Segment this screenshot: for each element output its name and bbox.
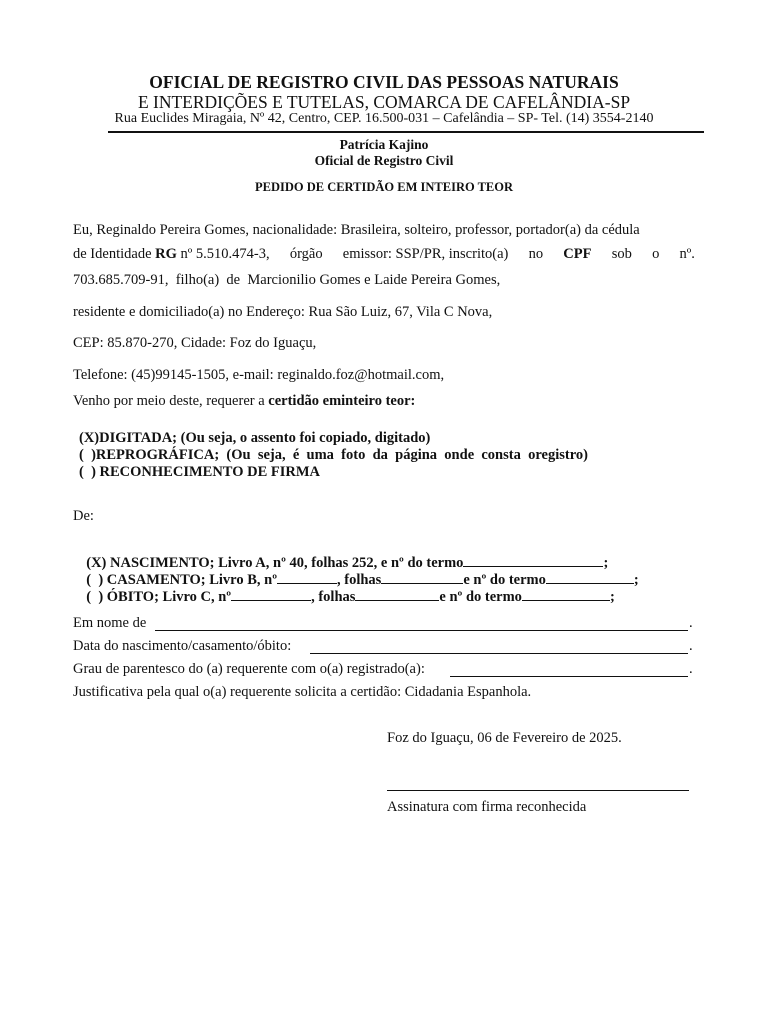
record-obito-number-blank	[231, 587, 311, 601]
record-obito-term: e nº do termo	[439, 589, 522, 605]
date-field-dot: .	[689, 638, 693, 654]
record-obito	[79, 570, 615, 606]
date-field-label: Data do nascimento/casamento/óbito:	[73, 638, 292, 654]
kinship-field-line[interactable]	[450, 661, 688, 677]
body-line-3: 703.685.709-91, filho(a) de Marcionilio Gomes e Laide Pereira Gomes,	[73, 272, 501, 288]
record-casamento-folhas: , folhas	[337, 572, 382, 588]
phone-line: Telefone: (45)99145-1505, e-mail: reginaldo.foz@hotmail.com,	[73, 367, 445, 383]
signature-line	[387, 790, 689, 791]
request-line	[73, 393, 415, 410]
name-field-label: Em nome de	[73, 615, 147, 631]
cpf-label: CPF	[563, 246, 592, 262]
name-field-dot: .	[689, 615, 693, 631]
body-line-1	[73, 222, 640, 239]
signature-label: Assinatura com firma reconhecida	[387, 799, 587, 815]
kinship-field-dot: .	[689, 661, 693, 677]
record-obito-end: ;	[609, 589, 615, 605]
option-digitada: (X)DIGITADA; (Ou seja, o assento foi copiado, digitado)	[79, 430, 431, 446]
record-obito-folhas-blank	[355, 587, 439, 601]
record-casamento-end: ;	[633, 572, 639, 588]
header-line-2: E INTERDIÇÕES E TUTELAS, COMARCA DE CAFELÂNDIA-SP	[137, 92, 631, 112]
header-address: Rua Euclides Miragaia, Nº 42, Centro, CEP. 16.500-031 – Cafelândia – SP- Tel. (14) 3554-2140	[114, 111, 654, 126]
place-date: Foz do Iguaçu, 06 de Fevereiro de 2025.	[387, 730, 622, 746]
residence-line: residente e domiciliado(a) no Endereço: Rua São Luiz, 67, Vila C Nova,	[73, 304, 493, 320]
officer-name: Patrícia Kajino	[339, 137, 429, 152]
body-line-1b: , solteiro, professor, portador(a) da cédula	[397, 222, 640, 238]
record-nascimento-text: (X) NASCIMENTO; Livro A, nº 40, folhas 252, e nº do termo	[86, 555, 464, 571]
body-line-2e: no	[528, 246, 544, 262]
document-title: PEDIDO DE CERTIDÃO EM INTEIRO TEOR	[254, 180, 514, 194]
header-line-1: OFICIAL DE REGISTRO CIVIL DAS PESSOAS NATURAIS	[149, 72, 619, 92]
date-field-line[interactable]	[310, 638, 688, 654]
record-casamento-text: ( ) CASAMENTO; Livro B, nº	[86, 572, 278, 588]
kinship-field-label: Grau de parentesco do (a) requerente com o(a) registrado(a):	[73, 661, 425, 677]
body-line-2f: sob	[611, 246, 632, 262]
request-text: Venho por meio deste, requerer a	[73, 393, 265, 409]
option-reprografica: ( )REPROGRÁFICA; (Ou seja, é uma foto da página onde consta oregistro)	[79, 447, 588, 463]
justification-line: Justificativa pela qual o(a) requerente solicita a certidão: Cidadania Espanhola.	[73, 684, 532, 700]
body-line-2	[73, 246, 695, 263]
record-obito-folhas: , folhas	[311, 589, 356, 605]
de-label: De:	[73, 508, 94, 524]
rg-label: RG	[155, 246, 177, 262]
body-line-2a: de Identidade	[73, 246, 152, 262]
body-line-1a: Eu, Reginaldo Pereira Gomes, nacionalidade: Brasileira	[73, 222, 398, 238]
body-line-2h: nº.	[679, 246, 695, 262]
record-casamento-term: e nº do termo	[463, 572, 546, 588]
record-nascimento-end: ;	[603, 555, 609, 571]
record-obito-text: ( ) ÓBITO; Livro C, nº	[86, 589, 232, 605]
body-line-2d: emissor: SSP/PR, inscrito(a)	[342, 246, 509, 262]
name-field-line[interactable]	[155, 615, 688, 631]
option-reconhecimento: ( ) RECONHECIMENTO DE FIRMA	[79, 464, 320, 480]
cep-line: CEP: 85.870-270, Cidade: Foz do Iguaçu,	[73, 335, 317, 351]
body-line-2g: o	[652, 246, 660, 262]
header-divider	[108, 131, 704, 133]
request-bold: certidão eminteiro teor:	[268, 393, 416, 409]
rg-value: nº 5.510.474-3,	[180, 246, 270, 262]
officer-title: Oficial de Registro Civil	[314, 153, 454, 168]
record-obito-term-blank	[522, 587, 610, 601]
body-line-2c: órgão	[289, 246, 323, 262]
